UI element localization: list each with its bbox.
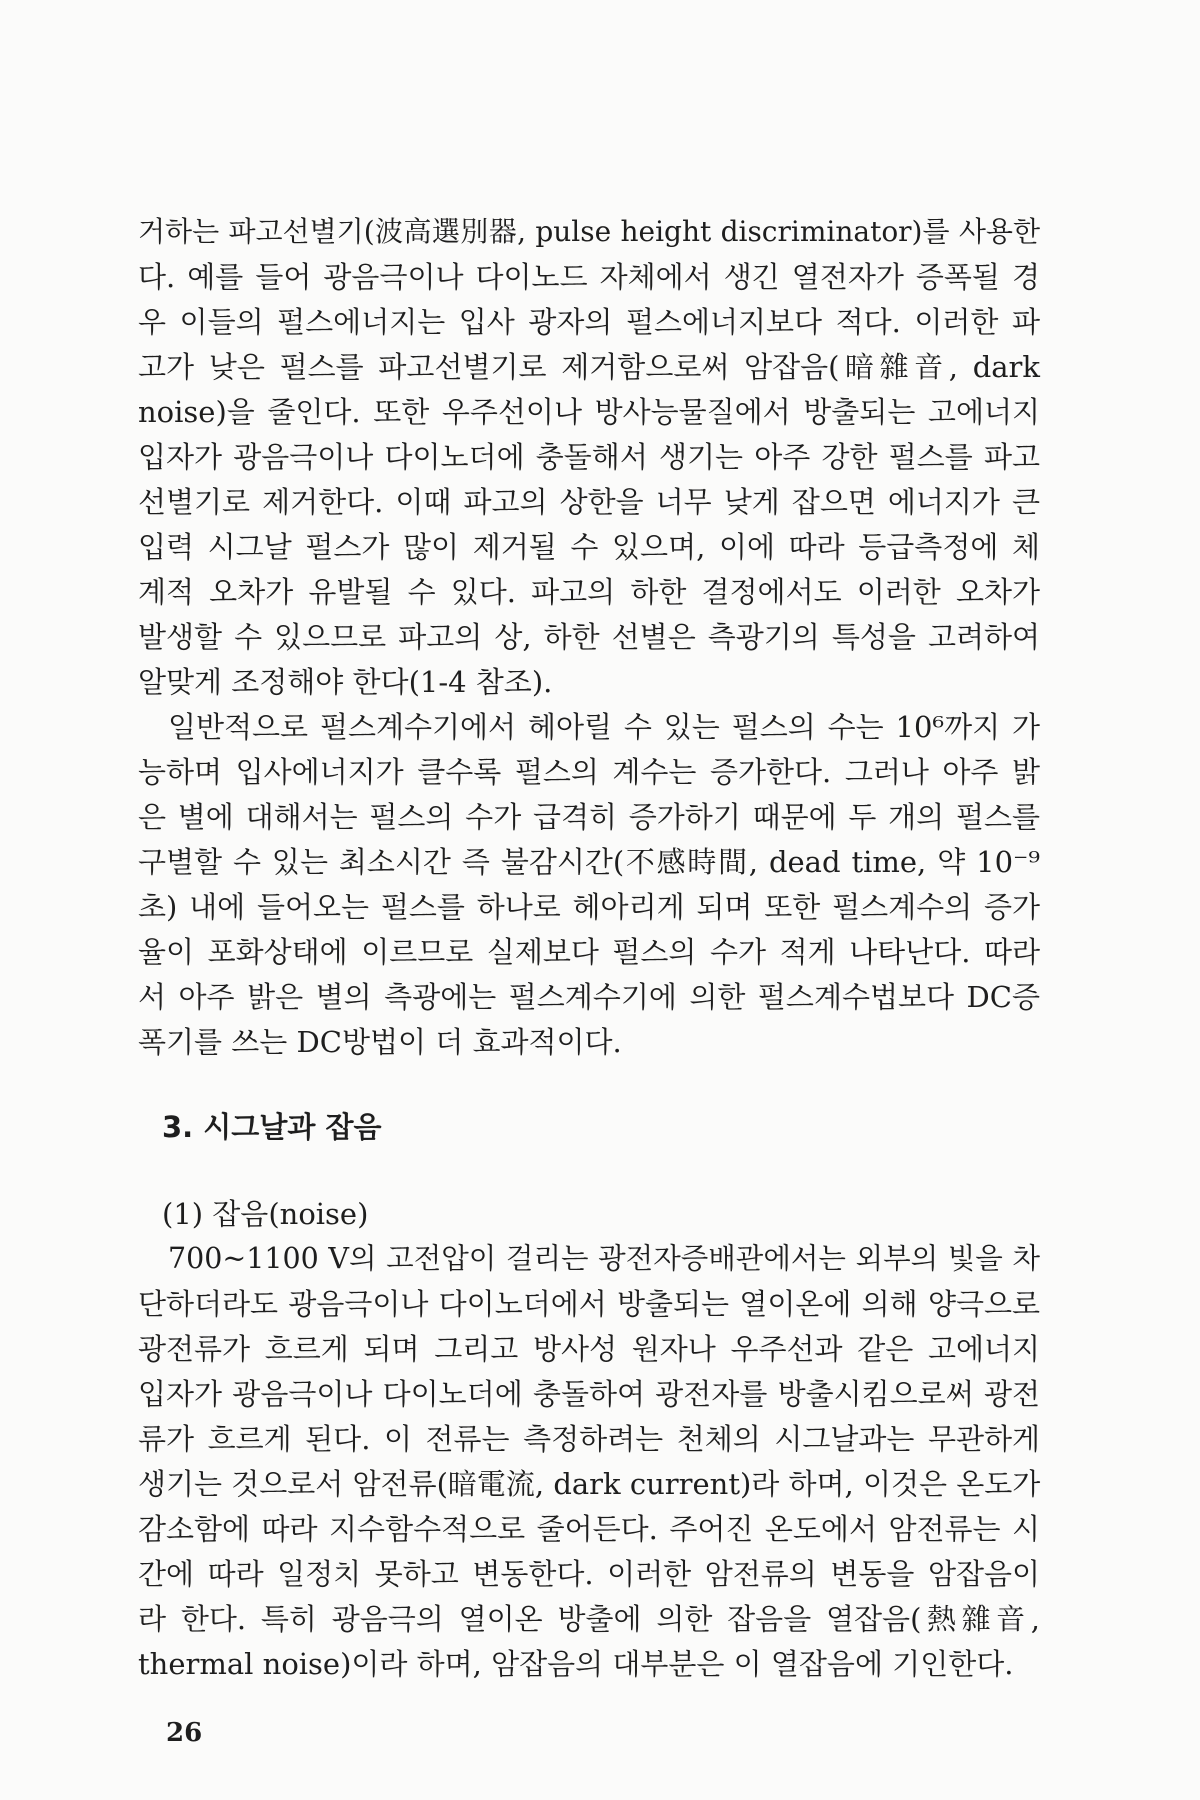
text-line: 율이 포화상태에 이르므로 실제보다 펄스의 수가 적게 나타난다. 따라 xyxy=(138,935,1040,969)
text-line: 다. 예를 들어 광음극이나 다이노드 자체에서 생긴 열전자가 증폭될 경 xyxy=(138,260,1040,294)
text-line: 폭기를 쓰는 DC방법이 더 효과적이다. xyxy=(138,1025,622,1059)
text-line: 서 아주 밝은 별의 측광에는 펄스계수기에 의한 펄스계수법보다 DC증 xyxy=(138,980,1040,1014)
text-line: 선별기로 제거한다. 이때 파고의 상한을 너무 낮게 잡으면 에너지가 큰 xyxy=(138,485,1040,519)
text-line: 일반적으로 펄스계수기에서 헤아릴 수 있는 펄스의 수는 10⁶까지 가 xyxy=(168,710,1040,744)
text-line: 고가 낮은 펄스를 파고선별기로 제거함으로써 암잡음(暗雜音, dark xyxy=(138,350,1040,384)
text-line: 알맞게 조정해야 한다(1-4 참조). xyxy=(138,665,553,699)
text-line: noise)을 줄인다. 또한 우주선이나 방사능물질에서 방출되는 고에너지 xyxy=(138,395,1040,429)
page-number: 26 xyxy=(166,1718,203,1748)
text-line: 감소함에 따라 지수함수적으로 줄어든다. 주어진 온도에서 암전류는 시 xyxy=(138,1512,1040,1546)
text-line: 입자가 광음극이나 다이노더에 충돌하여 광전자를 방출시킴으로써 광전 xyxy=(138,1377,1040,1411)
text-line: 초) 내에 들어오는 펄스를 하나로 헤아리게 되며 또한 펄스계수의 증가 xyxy=(138,890,1040,924)
text-line: 구별할 수 있는 최소시간 즉 불감시간(不感時間, dead time, 약 10⁻⁹ xyxy=(138,845,1040,879)
text-line: 단하더라도 광음극이나 다이노더에서 방출되는 열이온에 의해 양극으로 xyxy=(138,1287,1040,1321)
text-line: 능하며 입사에너지가 클수록 펄스의 계수는 증가한다. 그러나 아주 밝 xyxy=(138,755,1040,789)
text-line: 발생할 수 있으므로 파고의 상, 하한 선별은 측광기의 특성을 고려하여 xyxy=(138,620,1040,654)
section-heading: 3. 시그날과 잡음 xyxy=(162,1110,382,1144)
text-line: 700~1100 V의 고전압이 걸리는 광전자증배관에서는 외부의 빛을 차 xyxy=(168,1242,1040,1275)
text-line: 생기는 것으로서 암전류(暗電流, dark current)라 하며, 이것은 온도가 xyxy=(138,1467,1041,1501)
text-line: 광전류가 흐르게 되며 그리고 방사성 원자나 우주선과 같은 고에너지 xyxy=(138,1332,1040,1366)
text-line: 간에 따라 일정치 못하고 변동한다. 이러한 암전류의 변동을 암잡음이 xyxy=(138,1557,1040,1591)
text-line: 입력 시그날 펄스가 많이 제거될 수 있으며, 이에 따라 등급측정에 체 xyxy=(138,530,1040,564)
text-line: 은 별에 대해서는 펄스의 수가 급격히 증가하기 때문에 두 개의 펄스를 xyxy=(138,800,1040,834)
text-line: thermal noise)이라 하며, 암잡음의 대부분은 이 열잡음에 기인한다. xyxy=(138,1647,1014,1681)
subsection-heading: (1) 잡음(noise) xyxy=(162,1197,369,1231)
text-line: 우 이들의 펄스에너지는 입사 광자의 펄스에너지보다 적다. 이러한 파 xyxy=(138,305,1040,339)
text-line: 입자가 광음극이나 다이노더에 충돌해서 생기는 아주 강한 펄스를 파고 xyxy=(138,440,1040,474)
text-line: 류가 흐르게 된다. 이 전류는 측정하려는 천체의 시그날과는 무관하게 xyxy=(138,1422,1040,1456)
text-line: 라 한다. 특히 광음극의 열이온 방출에 의한 잡음을 열잡음(熱雜音, xyxy=(138,1602,1040,1636)
text-line: 거하는 파고선별기(波高選別器, pulse height discriminator)를 사용한 xyxy=(138,215,1040,248)
text-line: 계적 오차가 유발될 수 있다. 파고의 하한 결정에서도 이러한 오차가 xyxy=(138,575,1040,609)
